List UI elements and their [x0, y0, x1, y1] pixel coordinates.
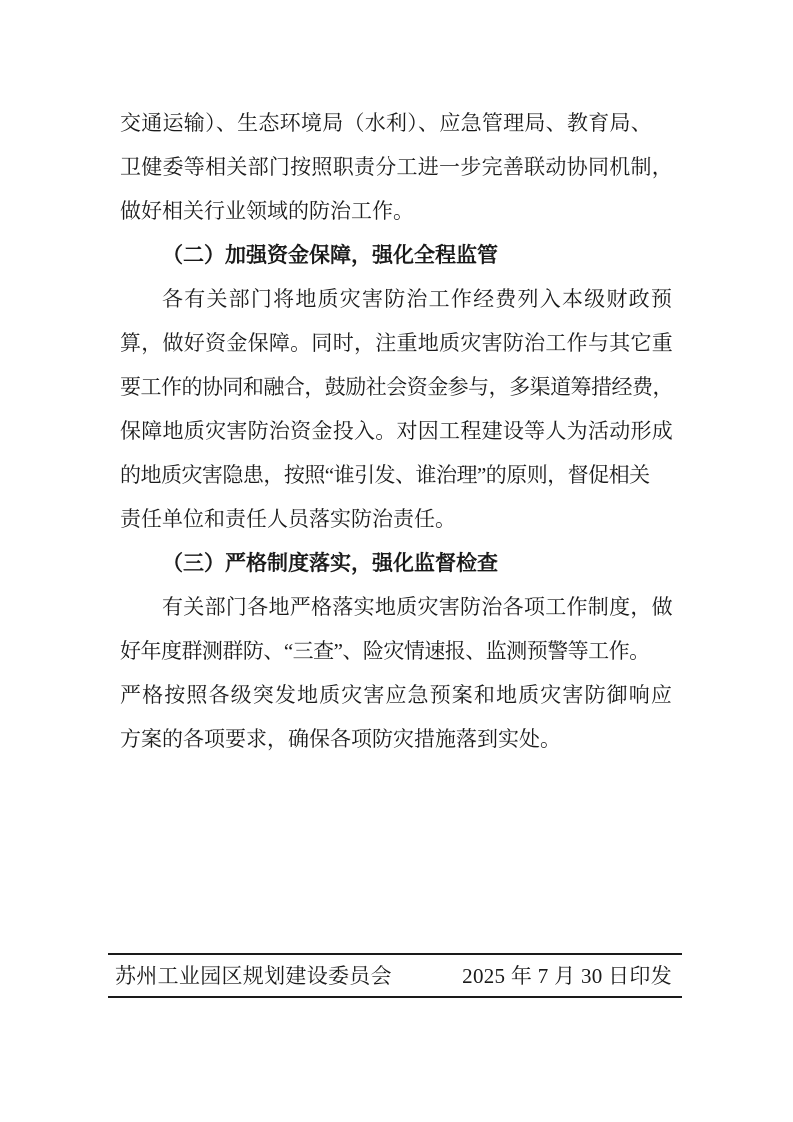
body-line: 保障地质灾害防治资金投入。对因工程建设等人为活动形成	[120, 419, 674, 443]
body-line: 方案的各项要求，确保各项防灾措施落到实处。	[120, 727, 561, 751]
body-line: 交通运输）、生态环境局（水利）、应急管理局、教育局、	[120, 111, 653, 135]
body-line: 严格按照各级突发地质灾害应急预案和地质灾害防御响应	[120, 683, 673, 707]
body-line: 各有关部门将地质灾害防治工作经费列入本级财政预	[162, 287, 674, 311]
document-body	[120, 101, 673, 761]
body-line: 的地质灾害隐患，按照“谁引发、谁治理”的原则，督促相关	[120, 463, 650, 487]
body-line: 有关部门各地严格落实地质灾害防治各项工作制度，做	[162, 595, 673, 619]
body-line: 要工作的协同和融合，鼓励社会资金参与，多渠道筹措经费，	[120, 375, 673, 399]
body-line: （二）加强资金保障，强化全程监管	[162, 243, 498, 267]
body-line: 算，做好资金保障。同时，注重地质灾害防治工作与其它重	[120, 331, 674, 355]
body-line: 好年度群测群防、“三查”、险灾情速报、监测预警等工作。	[120, 639, 650, 663]
body-line: 责任单位和责任人员落实防治责任。	[120, 507, 456, 531]
body-line: （三）严格制度落实，强化监督检查	[162, 551, 498, 575]
footer-issuer: 苏州工业园区规划建设委员会	[115, 964, 392, 988]
body-line: 做好相关行业领域的防治工作。	[120, 199, 414, 223]
body-line: 卫健委等相关部门按照职责分工进一步完善联动协同机制，	[120, 155, 674, 179]
footer-print-date: 2025 年 7 月 30 日印发	[462, 964, 672, 988]
document-footer	[108, 953, 682, 998]
